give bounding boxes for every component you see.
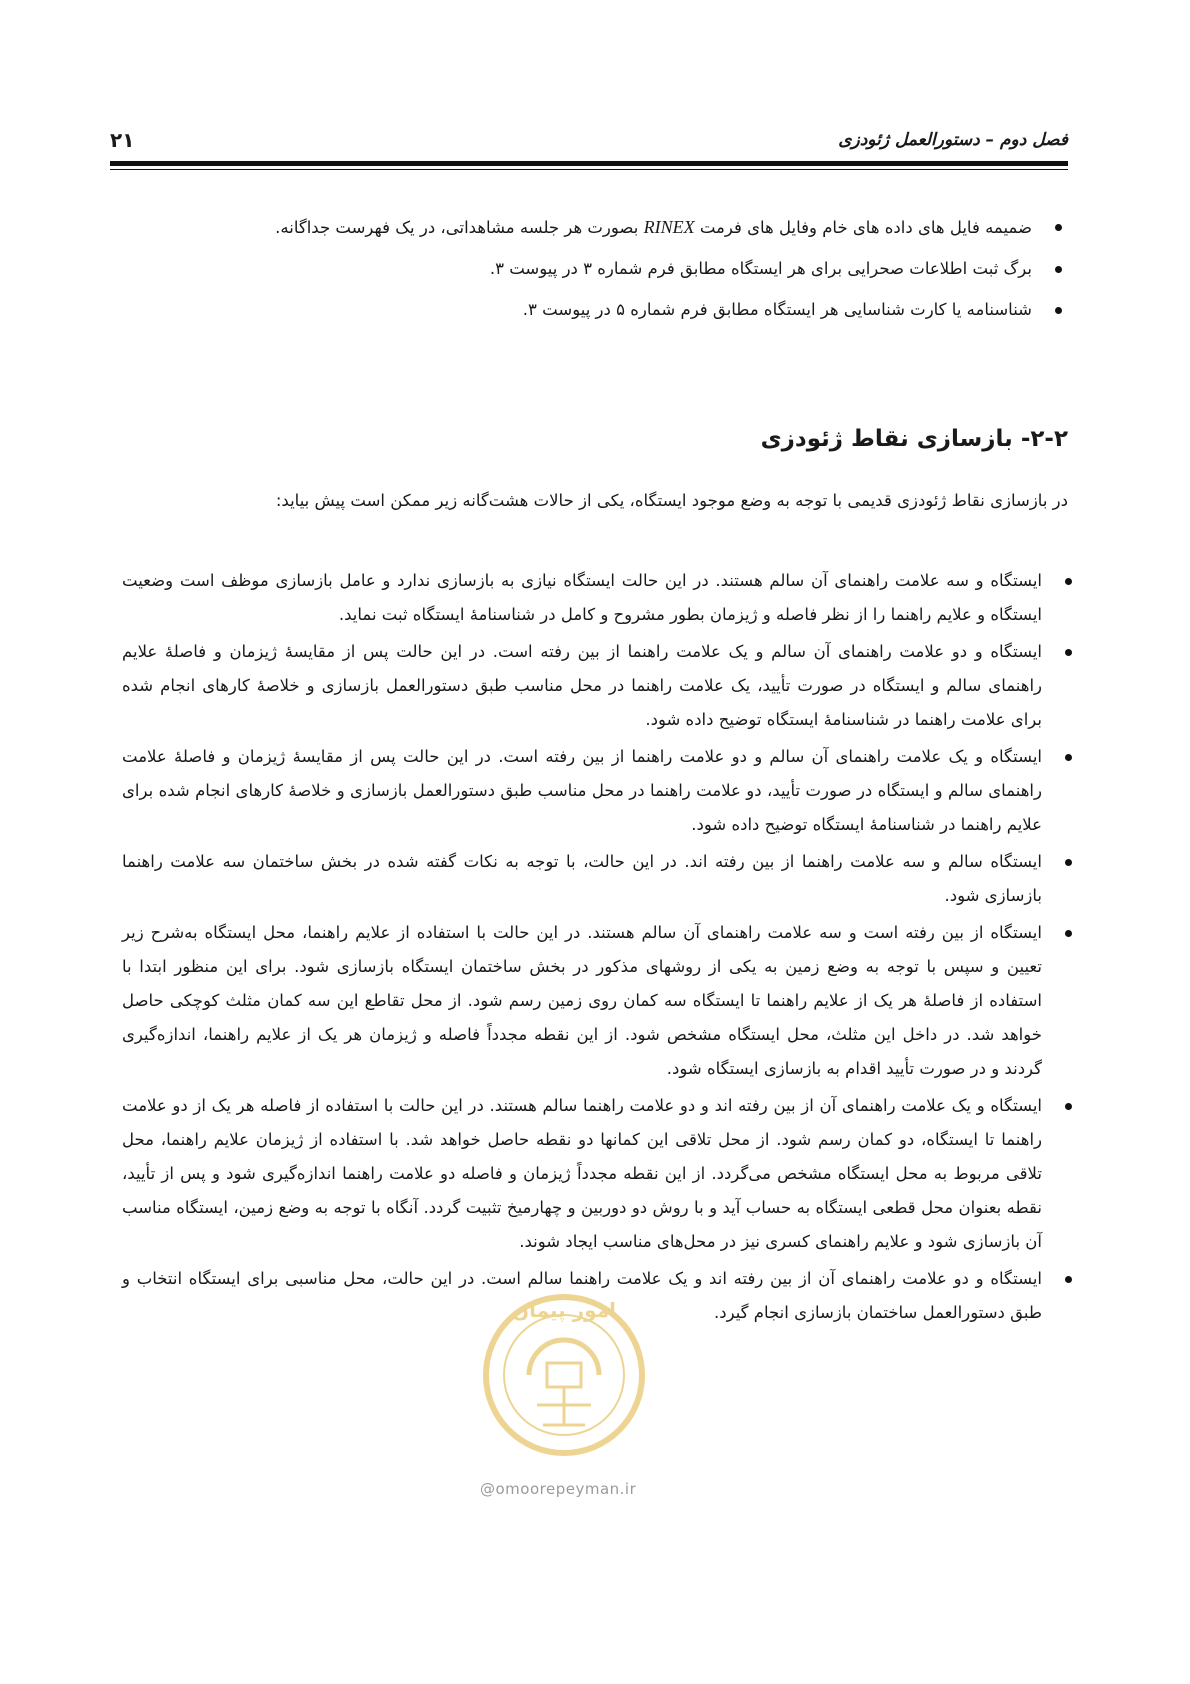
list-item-text: ایستگاه از بین رفته است و سه علامت راهنمای آن سالم هستند. در این حالت با استفاده از علایم راهنما، محل ایستگاه به‌شرح زیر تعیین و سپس با توجه به وضع زمین به یکی از روشهای مذکور در بخش ساختمان ایستگاه بازسازی شود. برای این منظور ابتدا با استفاده از فاصلهٔ هر یک از علایم راهنما تا ایستگاه سه کمان روی زمین رسم شود. از محل تقاطع این سه کمان مثلث کوچکی حاصل خواهد شد. در داخل این مثلث، محل ایستگاه مشخص شود. از این نقطه مجدداً فاصله و ژیزمان هر یک از علایم راهنما، اندازه‌گیری گردند و در صورت تأیید اقدام به بازسازی ایستگاه شود. [122, 923, 1042, 1078]
bullet-icon [1055, 266, 1062, 273]
list-item-text: ایستگاه و یک علامت راهنمای آن سالم و دو علامت راهنما از بین رفته است. در این حالت پس از مقایسهٔ ژیزمان و فاصلهٔ علامت راهنمای سالم و ایستگاه در صورت تأیید، دو علامت راهنما در محل مناسب طبق دستورالعمل بازسازی و خلاصهٔ کارهای انجام شده برای علایم راهنما در شناسنامهٔ ایستگاه توضیح داده شود. [122, 747, 1042, 834]
bullet-icon [1065, 1103, 1072, 1110]
section-heading: ۲-۲- بازسازی نقاط ژئودزی [760, 426, 1068, 452]
list-item-text-after: بصورت هر جلسه مشاهداتی، در یک فهرست جداگانه. [275, 218, 644, 237]
list-item [170, 257, 1070, 281]
list-item-text: ایستگاه سالم و سه علامت راهنما از بین رفته اند. در این حالت، با توجه به نکات گفته شده در بخش ساختمان سه علامت راهنما بازسازی شود. [122, 852, 1042, 905]
page-header [110, 128, 1068, 158]
attachments-list [170, 215, 1070, 339]
bullet-icon [1065, 754, 1072, 761]
header-rule-thick [110, 161, 1068, 166]
list-item-text-before: ضمیمه فایل های داده های خام وفایل های فرمت [694, 218, 1032, 237]
list-item [170, 215, 1070, 240]
list-item [122, 635, 1080, 737]
bullet-icon [1055, 224, 1062, 231]
list-item [122, 740, 1080, 842]
list-item-text: ایستگاه و دو علامت راهنمای آن سالم و یک علامت راهنما از بین رفته است. در این حالت پس از مقایسهٔ ژیزمان و فاصلهٔ علایم راهنمای سالم و ایستگاه در صورت تأیید، یک علامت راهنما در محل مناسب طبق دستورالعمل بازسازی و خلاصهٔ کارهای انجام شده برای علامت راهنما در شناسنامهٔ ایستگاه توضیح داده شود. [122, 642, 1042, 729]
header-rule-thin [110, 169, 1068, 170]
watermark-site-text: omoorepeyman.ir [495, 1480, 637, 1498]
list-item-text: ایستگاه و سه علامت راهنمای آن سالم هستند. در این حالت ایستگاه نیازی به بازسازی ندارد و عامل بازسازی موظف است وضعیت ایستگاه و علایم راهنما را از نظر فاصله و ژیزمان بطور مشروح و کامل در شناسنامهٔ ایستگاه ثبت نماید. [122, 571, 1042, 624]
list-item [122, 845, 1080, 913]
list-item-text: برگ ثبت اطلاعات صحرایی برای هر ایستگاه مطابق فرم شماره ۳ در پیوست ۳. [489, 259, 1032, 278]
rinex-term: RINEX [643, 217, 695, 237]
bullet-icon [1065, 1276, 1072, 1283]
watermark-site: @omoorepeyman.ir [480, 1480, 637, 1498]
list-item [122, 564, 1080, 632]
list-item-text: شناسنامه یا کارت شناسایی هر ایستگاه مطابق فرم شماره ۵ در پیوست ۳. [522, 300, 1032, 319]
list-item [170, 298, 1070, 322]
bullet-icon [1065, 930, 1072, 937]
section-intro: در بازسازی نقاط ژئودزی قدیمی با توجه به وضع موجود ایستگاه، یکی از حالات هشت‌گانه زیر ممکن است پیش بیاید: [275, 491, 1068, 510]
chapter-title: فصل دوم – دستورالعمل ژئودزی [838, 130, 1068, 150]
list-item-text: ایستگاه و یک علامت راهنمای آن از بین رفته اند و دو علامت راهنما سالم هستند. در این حالت با استفاده از فاصله هر یک از دو علامت راهنما تا ایستگاه، دو کمان رسم شود. از محل تلاقی این کمانها دو نقطه حاصل خواهد شد. با استفاده از ژیزمان علایم راهنما، محل تلاقی مربوط به محل ایستگاه مشخص می‌گردد. از این نقطه مجدداً ژیزمان و فاصله دو علامت راهنما اندازه‌گیری شود و پس از تأیید، نقطه بعنوان محل قطعی ایستگاه به حساب آید و با روش دو دوربین و چهارمیخ تثبیت گردد. آنگاه با توجه به وضع زمین، ایستگاه مناسب آن بازسازی شود و علایم راهنمای کسری نیز در محل‌های مناسب ایجاد شوند. [122, 1096, 1042, 1251]
list-item [122, 1089, 1080, 1259]
bullet-icon [1055, 307, 1062, 314]
bullet-icon [1065, 649, 1072, 656]
watermark-logo [477, 1275, 652, 1475]
page-number: ۲۱ [110, 128, 135, 152]
cases-list [122, 564, 1080, 1333]
bullet-icon [1065, 578, 1072, 585]
list-item-text: ایستگاه و دو علامت راهنمای آن از بین رفته اند و یک علامت راهنما سالم است. در این حالت، محل مناسبی برای ایستگاه انتخاب و طبق دستورالعمل ساختمان بازسازی انجام گیرد. [122, 1269, 1042, 1322]
watermark-logo-text: امور پیمان [512, 1298, 616, 1322]
bullet-icon [1065, 859, 1072, 866]
list-item [122, 916, 1080, 1086]
